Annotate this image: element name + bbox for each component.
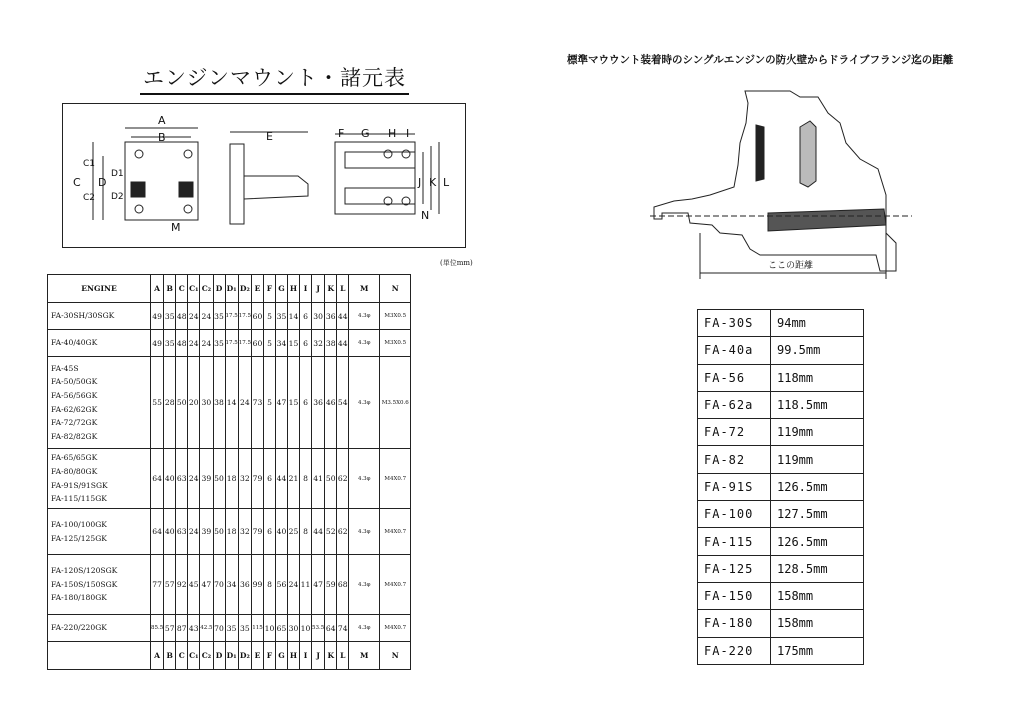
engine-model: FA-80/80GK <box>51 466 98 476</box>
column-header-cell: E <box>252 642 264 670</box>
spec-value-cell: 62 <box>337 509 349 555</box>
spec-value-cell: 79 <box>252 509 264 555</box>
spec-value-cell: 47 <box>312 555 325 615</box>
spec-value-cell: 5 <box>264 357 276 449</box>
spec-value-cell: 87 <box>176 615 188 642</box>
spec-value-cell: 115 <box>252 615 264 642</box>
column-header-cell: D₂ <box>238 275 251 303</box>
distance-value-cell: 158mm <box>771 582 864 609</box>
spec-value-cell: 24 <box>188 330 200 357</box>
spec-value-cell: 73 <box>252 357 264 449</box>
engine-cell <box>48 303 151 330</box>
spec-value-cell: 17.5 <box>238 330 251 357</box>
spec-value-cell: M4X0.7 <box>380 509 411 555</box>
spec-value-cell: 6 <box>264 449 276 509</box>
spec-value-cell: 77 <box>151 555 164 615</box>
distance-model-cell: FA-115 <box>698 528 771 555</box>
dim-label: C <box>73 176 81 189</box>
column-header-cell: J <box>312 642 325 670</box>
spec-value-cell: 21 <box>288 449 300 509</box>
dim-label: D1 <box>111 169 124 179</box>
engine-model: FA-100/100GK <box>51 519 107 529</box>
distance-row <box>698 582 864 609</box>
engine-cell <box>48 509 151 555</box>
column-header-cell: N <box>380 275 411 303</box>
column-header-cell: C₂ <box>200 642 213 670</box>
spec-value-cell: 39 <box>200 449 213 509</box>
spec-value-cell: 92 <box>176 555 188 615</box>
spec-value-cell: 18 <box>225 449 238 509</box>
spec-value-cell: 15 <box>288 330 300 357</box>
spec-value-cell: M4X0.7 <box>380 615 411 642</box>
distance-model-cell: FA-220 <box>698 637 771 664</box>
spec-row <box>48 509 411 555</box>
spec-value-cell: 32 <box>312 330 325 357</box>
engine-cross-section-drawing <box>650 83 912 288</box>
engine-model: FA-65/65GK <box>51 453 98 463</box>
spec-value-cell: 38 <box>213 357 225 449</box>
spec-value-cell: 45 <box>188 555 200 615</box>
distance-value-cell: 94mm <box>771 310 864 337</box>
spec-value-cell: 40 <box>276 509 288 555</box>
spec-value-cell: 4.3φ <box>349 303 380 330</box>
column-header-cell: I <box>300 642 312 670</box>
spec-value-cell: 24 <box>200 330 213 357</box>
spec-value-cell: 11 <box>300 555 312 615</box>
distance-value-cell: 175mm <box>771 637 864 664</box>
spec-value-cell: 85.5 <box>151 615 164 642</box>
distance-row <box>698 446 864 473</box>
spec-value-cell: 35 <box>213 330 225 357</box>
dim-label: C2 <box>83 193 96 203</box>
distance-model-cell: FA-72 <box>698 419 771 446</box>
distance-model-cell: FA-100 <box>698 501 771 528</box>
spec-value-cell: 10 <box>300 615 312 642</box>
distance-row <box>698 364 864 391</box>
spec-value-cell: 55 <box>151 357 164 449</box>
spec-value-cell: 79 <box>252 449 264 509</box>
distance-value-cell: 119mm <box>771 419 864 446</box>
distance-model-cell: FA-180 <box>698 610 771 637</box>
spec-value-cell: 64 <box>151 509 164 555</box>
spec-value-cell: 70 <box>213 555 225 615</box>
spec-value-cell: 59 <box>325 555 337 615</box>
spec-value-cell: 57 <box>164 615 176 642</box>
spec-value-cell: 36 <box>312 357 325 449</box>
column-header-cell: C <box>176 642 188 670</box>
column-header-cell: A <box>151 642 164 670</box>
distance-row <box>698 473 864 500</box>
spec-value-cell: 32 <box>238 449 251 509</box>
dim-label: D <box>98 176 107 189</box>
column-header-cell: D₁ <box>225 642 238 670</box>
dim-label: J <box>418 176 422 189</box>
spec-value-cell: 48 <box>176 303 188 330</box>
spec-value-cell: 62 <box>337 449 349 509</box>
distance-heading: 標準マウウント装着時のシングルエンジンの防火壁からドライブフランジ迄の距離 <box>567 54 954 66</box>
engine-cross-section-figure <box>650 83 912 288</box>
spec-value-cell: 50 <box>213 509 225 555</box>
column-header-cell: D <box>213 642 225 670</box>
engine-model: FA-72/72GK <box>51 418 98 428</box>
spec-value-cell: 39 <box>200 509 213 555</box>
column-header-cell: C₂ <box>200 275 213 303</box>
front-plate <box>125 142 198 220</box>
spec-value-cell: 14 <box>288 303 300 330</box>
spec-value-cell: 40 <box>164 509 176 555</box>
column-header-cell: D₂ <box>238 642 251 670</box>
spec-value-cell: 20 <box>188 357 200 449</box>
dim-label: I <box>406 127 410 140</box>
distance-model-cell: FA-40a <box>698 337 771 364</box>
spec-value-cell: M3X0.5 <box>380 330 411 357</box>
spec-value-cell: 30 <box>312 303 325 330</box>
top-view-drawing <box>335 134 439 214</box>
column-header-cell: M <box>349 275 380 303</box>
spec-value-cell: 60 <box>252 330 264 357</box>
engine-cell <box>48 615 151 642</box>
spec-value-cell: 36 <box>238 555 251 615</box>
distance-value-cell: 126.5mm <box>771 528 864 555</box>
spec-value-cell: 35 <box>164 303 176 330</box>
spec-value-cell: 99 <box>252 555 264 615</box>
engine-model: FA-150S/150SGK <box>51 579 118 589</box>
engine-model: FA-45S <box>51 363 79 373</box>
spec-value-cell: 6 <box>300 357 312 449</box>
column-header-cell: N <box>380 642 411 670</box>
spec-value-cell: 17.5 <box>225 303 238 330</box>
column-header-cell: K <box>325 642 337 670</box>
distance-row <box>698 337 864 364</box>
spec-value-cell: 24 <box>288 555 300 615</box>
distance-value-cell: 119mm <box>771 446 864 473</box>
distance-table <box>697 309 864 665</box>
spec-value-cell: M4X0.7 <box>380 449 411 509</box>
spec-value-cell: 49 <box>151 303 164 330</box>
spec-value-cell: M3X0.5 <box>380 303 411 330</box>
distance-value-cell: 118mm <box>771 364 864 391</box>
spec-value-cell: 35 <box>238 615 251 642</box>
spec-value-cell: 44 <box>276 449 288 509</box>
distance-value-cell: 118.5mm <box>771 391 864 418</box>
distance-model-cell: FA-125 <box>698 555 771 582</box>
column-header-cell: L <box>337 642 349 670</box>
spec-row <box>48 303 411 330</box>
spec-value-cell: 25 <box>288 509 300 555</box>
column-header-cell: C₁ <box>188 642 200 670</box>
column-header-cell: M <box>349 642 380 670</box>
unit-note: (単位mm) <box>440 259 473 267</box>
distance-row <box>698 391 864 418</box>
dim-label: K <box>429 176 437 189</box>
spec-value-cell: 36 <box>325 303 337 330</box>
column-header-cell: B <box>164 642 176 670</box>
mount-drawings <box>63 104 464 246</box>
spec-row <box>48 357 411 449</box>
column-header-cell: H <box>288 642 300 670</box>
dim-label: E <box>266 130 273 143</box>
engine-model: FA-220/220GK <box>51 623 107 633</box>
spec-value-cell: 74 <box>337 615 349 642</box>
engine-model: FA-40/40GK <box>51 338 98 348</box>
column-header-cell: G <box>276 275 288 303</box>
engine-model: FA-120S/120SGK <box>51 566 118 576</box>
front-view-drawing <box>93 128 198 220</box>
spec-value-cell: 4.3φ <box>349 615 380 642</box>
engine-model: FA-125/125GK <box>51 533 107 543</box>
spec-value-cell: 65 <box>276 615 288 642</box>
column-header-cell: E <box>252 275 264 303</box>
distance-row <box>698 310 864 337</box>
distance-value-cell: 126.5mm <box>771 473 864 500</box>
dim-label: D2 <box>111 192 124 202</box>
distance-row <box>698 419 864 446</box>
engine-cell <box>48 330 151 357</box>
spec-value-cell: 63 <box>176 449 188 509</box>
engine-cell <box>48 357 151 449</box>
column-header-cell: C <box>176 275 188 303</box>
engine-model: FA-180/180GK <box>51 593 107 603</box>
spec-row <box>48 330 411 357</box>
footer-blank-cell <box>48 642 151 670</box>
distance-model-cell: FA-30S <box>698 310 771 337</box>
spec-value-cell: 53.5 <box>312 615 325 642</box>
distance-model-cell: FA-62a <box>698 391 771 418</box>
column-header-cell: F <box>264 642 276 670</box>
column-header-cell: J <box>312 275 325 303</box>
spec-value-cell: 28 <box>164 357 176 449</box>
spec-value-cell: 4.3φ <box>349 555 380 615</box>
column-header-cell: G <box>276 642 288 670</box>
column-header-cell: H <box>288 275 300 303</box>
engine-model: FA-30SH/30SGK <box>51 311 115 321</box>
spec-value-cell: 70 <box>213 615 225 642</box>
spec-value-cell: M3.5X0.6 <box>380 357 411 449</box>
engine-model: FA-62/62GK <box>51 404 98 414</box>
spec-value-cell: 6 <box>300 330 312 357</box>
dim-label: F <box>338 127 345 140</box>
spec-value-cell: 56 <box>276 555 288 615</box>
page-title: エンジンマウント・諸元表 <box>140 62 409 95</box>
column-header-cell: L <box>337 275 349 303</box>
column-header-cell: B <box>164 275 176 303</box>
spec-value-cell: M4X0.7 <box>380 555 411 615</box>
spec-value-cell: 32 <box>238 509 251 555</box>
mount-dimension-diagram <box>62 103 466 248</box>
side-view-drawing <box>230 132 308 224</box>
engine-mount-spec-table <box>47 274 411 670</box>
spec-value-cell: 40 <box>164 449 176 509</box>
spec-value-cell: 42.5 <box>200 615 213 642</box>
spec-value-cell: 68 <box>337 555 349 615</box>
spec-value-cell: 49 <box>151 330 164 357</box>
spec-value-cell: 24 <box>188 449 200 509</box>
column-header-cell: I <box>300 275 312 303</box>
spec-value-cell: 24 <box>238 357 251 449</box>
spec-value-cell: 8 <box>300 449 312 509</box>
spec-value-cell: 35 <box>213 303 225 330</box>
spec-value-cell: 34 <box>225 555 238 615</box>
spec-value-cell: 35 <box>225 615 238 642</box>
spec-value-cell: 4.3φ <box>349 357 380 449</box>
spec-value-cell: 47 <box>276 357 288 449</box>
dim-label: H <box>388 127 397 140</box>
spec-value-cell: 4.3φ <box>349 509 380 555</box>
spec-value-cell: 17.5 <box>238 303 251 330</box>
engine-model: FA-56/56GK <box>51 390 98 400</box>
spec-value-cell: 46 <box>325 357 337 449</box>
dim-label: B <box>158 131 166 144</box>
spec-value-cell: 14 <box>225 357 238 449</box>
spec-value-cell: 6 <box>300 303 312 330</box>
column-header-cell: A <box>151 275 164 303</box>
spec-value-cell: 24 <box>188 509 200 555</box>
spec-value-cell: 50 <box>325 449 337 509</box>
engine-model: FA-115/115GK <box>51 494 107 504</box>
spec-value-cell: 38 <box>325 330 337 357</box>
dim-label: A <box>158 114 166 127</box>
spec-value-cell: 60 <box>252 303 264 330</box>
column-header-cell: C₁ <box>188 275 200 303</box>
spec-value-cell: 18 <box>225 509 238 555</box>
spec-value-cell: 57 <box>164 555 176 615</box>
spec-value-cell: 34 <box>276 330 288 357</box>
spec-value-cell: 6 <box>264 509 276 555</box>
distance-value-cell: 128.5mm <box>771 555 864 582</box>
column-header-cell: F <box>264 275 276 303</box>
dim-label: G <box>361 127 370 140</box>
distance-row <box>698 610 864 637</box>
distance-label: ここの距離 <box>768 261 814 271</box>
spec-value-cell: 44 <box>312 509 325 555</box>
distance-value-cell: 158mm <box>771 610 864 637</box>
spec-row <box>48 615 411 642</box>
spec-value-cell: 54 <box>337 357 349 449</box>
dim-label: N <box>421 209 430 222</box>
engine-cell <box>48 555 151 615</box>
distance-model-cell: FA-150 <box>698 582 771 609</box>
distance-row <box>698 501 864 528</box>
spec-header-row <box>48 275 411 303</box>
spec-header-row <box>48 642 411 670</box>
column-header-cell: D <box>213 275 225 303</box>
engine-header-cell: ENGINE <box>48 275 151 303</box>
distance-model-cell: FA-56 <box>698 364 771 391</box>
dim-label: M <box>171 221 181 234</box>
spec-value-cell: 44 <box>337 303 349 330</box>
spec-row <box>48 449 411 509</box>
spec-value-cell: 35 <box>164 330 176 357</box>
spec-value-cell: 15 <box>288 357 300 449</box>
engine-model: FA-50/50GK <box>51 377 98 387</box>
spec-value-cell: 24 <box>188 303 200 330</box>
distance-value-cell: 99.5mm <box>771 337 864 364</box>
spec-value-cell: 50 <box>213 449 225 509</box>
spec-value-cell: 63 <box>176 509 188 555</box>
distance-model-cell: FA-91S <box>698 473 771 500</box>
spec-value-cell: 44 <box>337 330 349 357</box>
distance-row <box>698 528 864 555</box>
column-header-cell: K <box>325 275 337 303</box>
spec-value-cell: 5 <box>264 330 276 357</box>
column-header-cell: D₁ <box>225 275 238 303</box>
dim-label: L <box>443 176 450 189</box>
spec-value-cell: 8 <box>264 555 276 615</box>
spec-value-cell: 4.3φ <box>349 330 380 357</box>
distance-value-cell: 127.5mm <box>771 501 864 528</box>
spec-value-cell: 4.3φ <box>349 449 380 509</box>
spec-value-cell: 24 <box>200 303 213 330</box>
spec-value-cell: 41 <box>312 449 325 509</box>
spec-value-cell: 5 <box>264 303 276 330</box>
distance-model-cell: FA-82 <box>698 446 771 473</box>
distance-row <box>698 555 864 582</box>
spec-value-cell: 35 <box>276 303 288 330</box>
dim-label: C1 <box>83 159 96 169</box>
engine-model: FA-82/82GK <box>51 431 98 441</box>
spec-value-cell: 8 <box>300 509 312 555</box>
spec-value-cell: 30 <box>200 357 213 449</box>
spec-value-cell: 10 <box>264 615 276 642</box>
spec-value-cell: 17.5 <box>225 330 238 357</box>
spec-value-cell: 64 <box>151 449 164 509</box>
spec-value-cell: 47 <box>200 555 213 615</box>
spec-value-cell: 64 <box>325 615 337 642</box>
engine-cell <box>48 449 151 509</box>
distance-row <box>698 637 864 664</box>
spec-value-cell: 43 <box>188 615 200 642</box>
spec-value-cell: 50 <box>176 357 188 449</box>
spec-value-cell: 52 <box>325 509 337 555</box>
engine-model: FA-91S/91SGK <box>51 480 108 490</box>
spec-row <box>48 555 411 615</box>
spec-value-cell: 48 <box>176 330 188 357</box>
spec-value-cell: 30 <box>288 615 300 642</box>
